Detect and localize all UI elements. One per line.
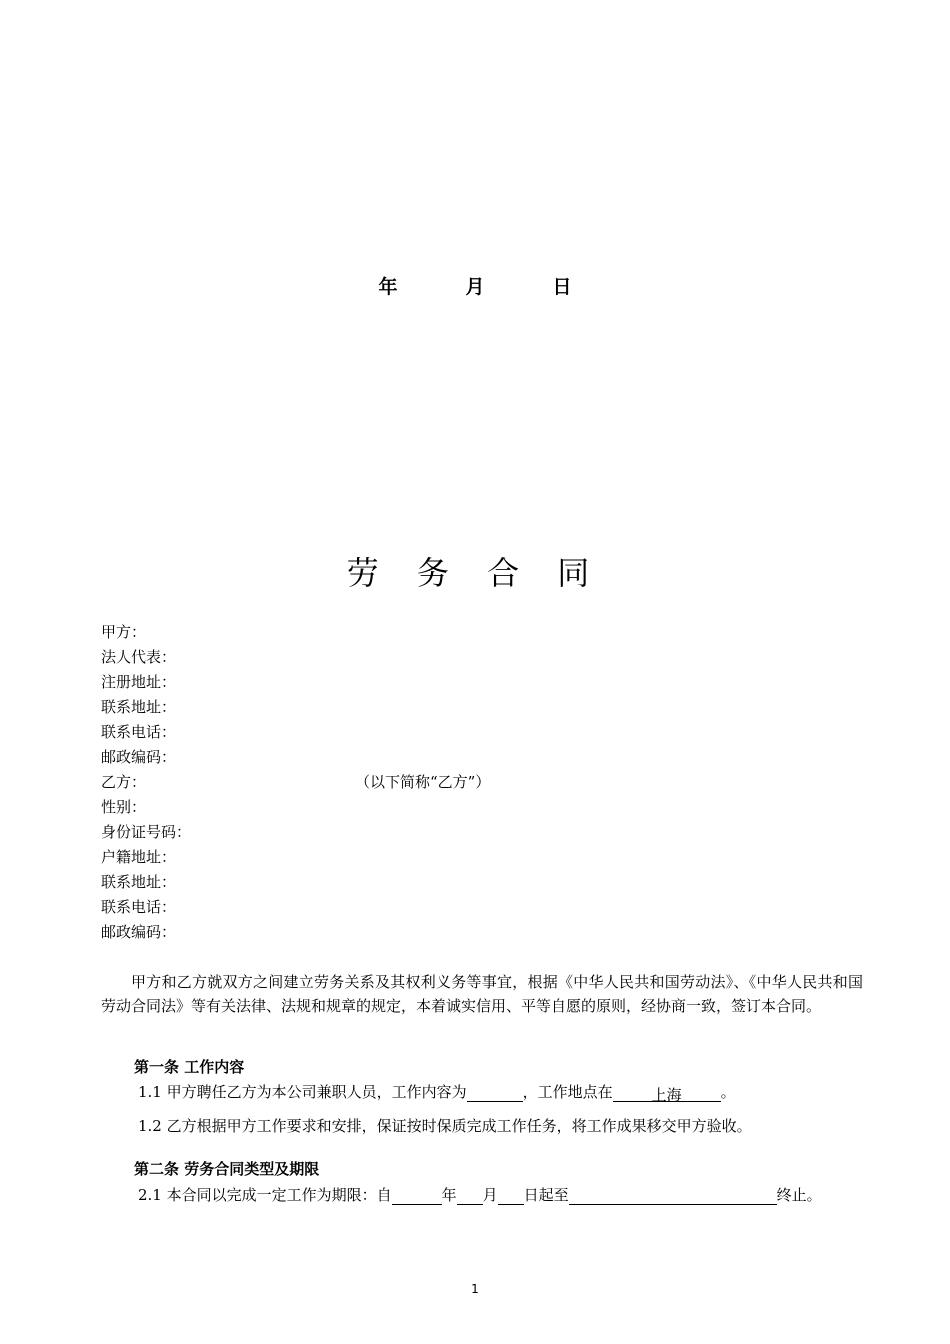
clause-2-1-year: 年 bbox=[441, 1186, 457, 1204]
article-2-heading: 第二条 劳务合同类型及期限 bbox=[134, 1160, 320, 1178]
party-b-contact-address: 联系地址： bbox=[101, 873, 177, 891]
work-content-blank[interactable] bbox=[467, 1084, 523, 1102]
work-location-blank[interactable] bbox=[613, 1084, 721, 1102]
party-a-phone: 联系电话： bbox=[101, 723, 177, 741]
preamble-paragraph: 甲方和乙方就双方之间建立劳务关系及其权利义务等事宜，根据《中华人民共和国劳动法》、《中华人民共和国劳动合同法》等有关法律、法规和规章的规定，本着诚实信用、平等自愿的原则，经协商一致，签订本合同。 bbox=[101, 973, 863, 1015]
clause-2-1 bbox=[138, 1184, 822, 1205]
clause-1-1-mid: ，工作地点在 bbox=[522, 1083, 613, 1101]
clause-1-2: 1.2 乙方根据甲方工作要求和安排，保证按时保质完成工作任务，将工作成果移交甲方验收。 bbox=[138, 1117, 752, 1135]
cover-year-label: 年 bbox=[378, 276, 398, 298]
cover-month-label: 月 bbox=[465, 276, 485, 298]
party-b-id-number: 身份证号码： bbox=[101, 823, 192, 841]
party-a-reg-address: 注册地址： bbox=[101, 673, 177, 691]
party-b-label: 乙方： bbox=[101, 773, 147, 791]
contract-title: 劳 务 合 同 bbox=[346, 554, 604, 592]
end-date-blank[interactable] bbox=[569, 1187, 777, 1205]
party-a-postcode: 邮政编码： bbox=[101, 748, 177, 766]
start-year-blank[interactable] bbox=[392, 1187, 442, 1205]
party-b-household-address: 户籍地址： bbox=[101, 848, 177, 866]
party-b-alias: （以下简称“乙方”） bbox=[355, 773, 491, 791]
page-number: 1 bbox=[471, 1282, 479, 1296]
clause-1-1-end: 。 bbox=[720, 1083, 736, 1101]
clause-2-1-day-from: 日起至 bbox=[523, 1186, 569, 1204]
party-a-label: 甲方： bbox=[101, 623, 147, 641]
cover-date-line bbox=[0, 272, 950, 299]
party-a-legal-rep: 法人代表： bbox=[101, 648, 177, 666]
work-location-value: 上海 bbox=[651, 1086, 682, 1104]
start-month-blank[interactable] bbox=[457, 1187, 483, 1205]
party-b-phone: 联系电话： bbox=[101, 898, 177, 916]
clause-1-1 bbox=[138, 1081, 736, 1102]
clause-2-1-month: 月 bbox=[482, 1186, 498, 1204]
clause-1-1-prefix: 1.1 甲方聘任乙方为本公司兼职人员，工作内容为 bbox=[138, 1083, 467, 1101]
article-1-heading: 第一条 工作内容 bbox=[134, 1058, 245, 1076]
clause-2-1-end: 终止。 bbox=[776, 1186, 822, 1204]
party-b-gender: 性别： bbox=[101, 798, 147, 816]
clause-2-1-prefix: 2.1 本合同以完成一定工作为期限：自 bbox=[138, 1186, 392, 1204]
cover-day-label: 日 bbox=[552, 276, 572, 298]
party-b-postcode: 邮政编码： bbox=[101, 923, 177, 941]
start-day-blank[interactable] bbox=[498, 1187, 524, 1205]
party-a-contact-address: 联系地址： bbox=[101, 698, 177, 716]
